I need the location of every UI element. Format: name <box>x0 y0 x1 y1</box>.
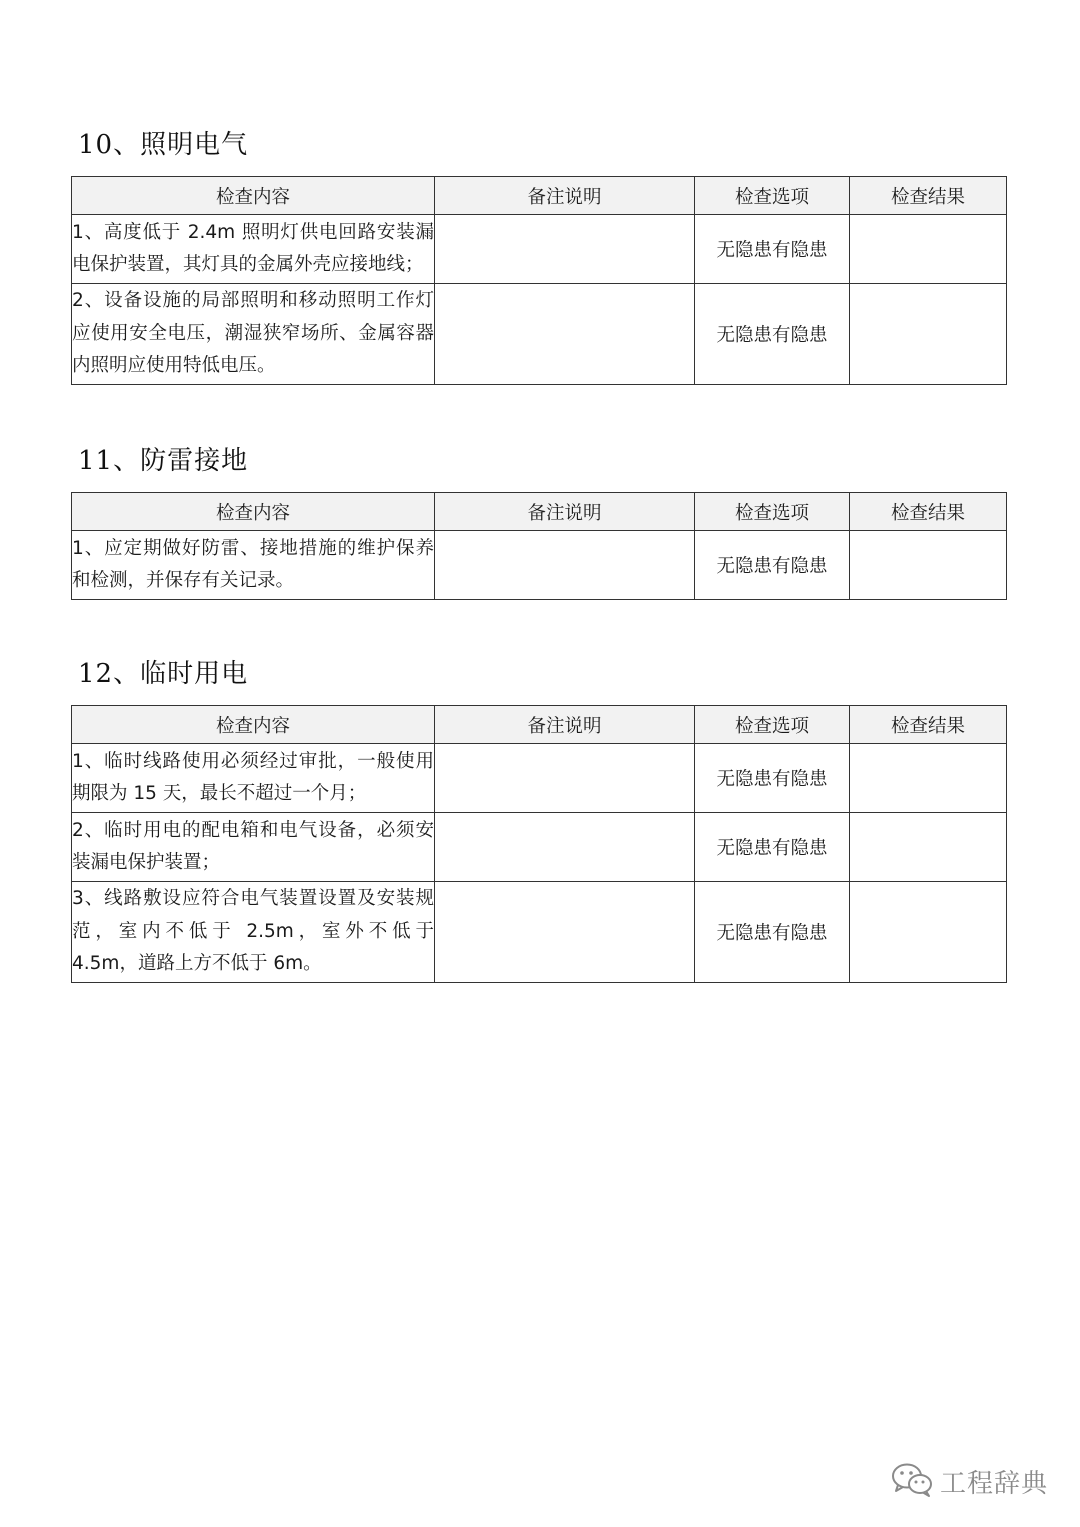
check-option-cell[interactable]: 无隐患有隐患 <box>695 284 850 385</box>
section-title-lightning-grounding: 11、防雷接地 <box>78 446 249 476</box>
table-row <box>72 215 1007 284</box>
remark-cell[interactable] <box>435 813 695 882</box>
lighting-check-table <box>71 176 1007 385</box>
header-check-result: 检查结果 <box>850 706 1007 744</box>
lightning-grounding-check-table <box>71 492 1007 600</box>
table-row <box>72 284 1007 385</box>
header-check-result: 检查结果 <box>850 177 1007 215</box>
check-option-cell[interactable]: 无隐患有隐患 <box>695 531 850 600</box>
temporary-power-check-table <box>71 705 1007 983</box>
table-row <box>72 744 1007 813</box>
check-content-cell: 1、应定期做好防雷、接地措施的维护保养和检测，并保存有关记录。 <box>72 531 435 600</box>
check-result-cell[interactable] <box>850 531 1007 600</box>
table-header-row <box>72 493 1007 531</box>
check-content-cell: 3、线路敷设应符合电气装置设置及安装规范，室内不低于 2.5m，室外不低于 4.5m，道路上方不低于 6m。 <box>72 882 435 983</box>
header-check-content: 检查内容 <box>72 177 435 215</box>
table-header-row <box>72 177 1007 215</box>
remark-cell[interactable] <box>435 215 695 284</box>
header-remark: 备注说明 <box>435 493 695 531</box>
section-title-temporary-power: 12、临时用电 <box>78 659 249 689</box>
header-check-option: 检查选项 <box>695 493 850 531</box>
watermark <box>890 1456 1048 1506</box>
check-content-cell: 2、设备设施的局部照明和移动照明工作灯应使用安全电压，潮湿狭窄场所、金属容器内照明应使用特低电压。 <box>72 284 435 385</box>
check-option-cell[interactable]: 无隐患有隐患 <box>695 744 850 813</box>
table-row <box>72 813 1007 882</box>
header-check-option: 检查选项 <box>695 706 850 744</box>
table-header-row <box>72 706 1007 744</box>
table-row <box>72 531 1007 600</box>
check-option-cell[interactable]: 无隐患有隐患 <box>695 215 850 284</box>
section-title-lighting: 10、照明电气 <box>78 130 249 160</box>
remark-cell[interactable] <box>435 882 695 983</box>
wechat-icon <box>890 1460 934 1502</box>
table-row <box>72 882 1007 983</box>
remark-cell[interactable] <box>435 284 695 385</box>
remark-cell[interactable] <box>435 744 695 813</box>
header-remark: 备注说明 <box>435 706 695 744</box>
header-check-content: 检查内容 <box>72 706 435 744</box>
header-check-result: 检查结果 <box>850 493 1007 531</box>
check-content-cell: 1、临时线路使用必须经过审批，一般使用期限为 15 天，最长不超过一个月； <box>72 744 435 813</box>
check-content-cell: 1、高度低于 2.4m 照明灯供电回路安装漏电保护装置，其灯具的金属外壳应接地线； <box>72 215 435 284</box>
check-result-cell[interactable] <box>850 744 1007 813</box>
check-result-cell[interactable] <box>850 215 1007 284</box>
header-check-content: 检查内容 <box>72 493 435 531</box>
check-option-cell[interactable]: 无隐患有隐患 <box>695 882 850 983</box>
header-check-option: 检查选项 <box>695 177 850 215</box>
check-result-cell[interactable] <box>850 813 1007 882</box>
check-option-cell[interactable]: 无隐患有隐患 <box>695 813 850 882</box>
remark-cell[interactable] <box>435 531 695 600</box>
watermark-text: 工程辞典 <box>940 1468 1049 1499</box>
check-result-cell[interactable] <box>850 284 1007 385</box>
check-content-cell: 2、临时用电的配电箱和电气设备，必须安装漏电保护装置； <box>72 813 435 882</box>
header-remark: 备注说明 <box>435 177 695 215</box>
check-result-cell[interactable] <box>850 882 1007 983</box>
